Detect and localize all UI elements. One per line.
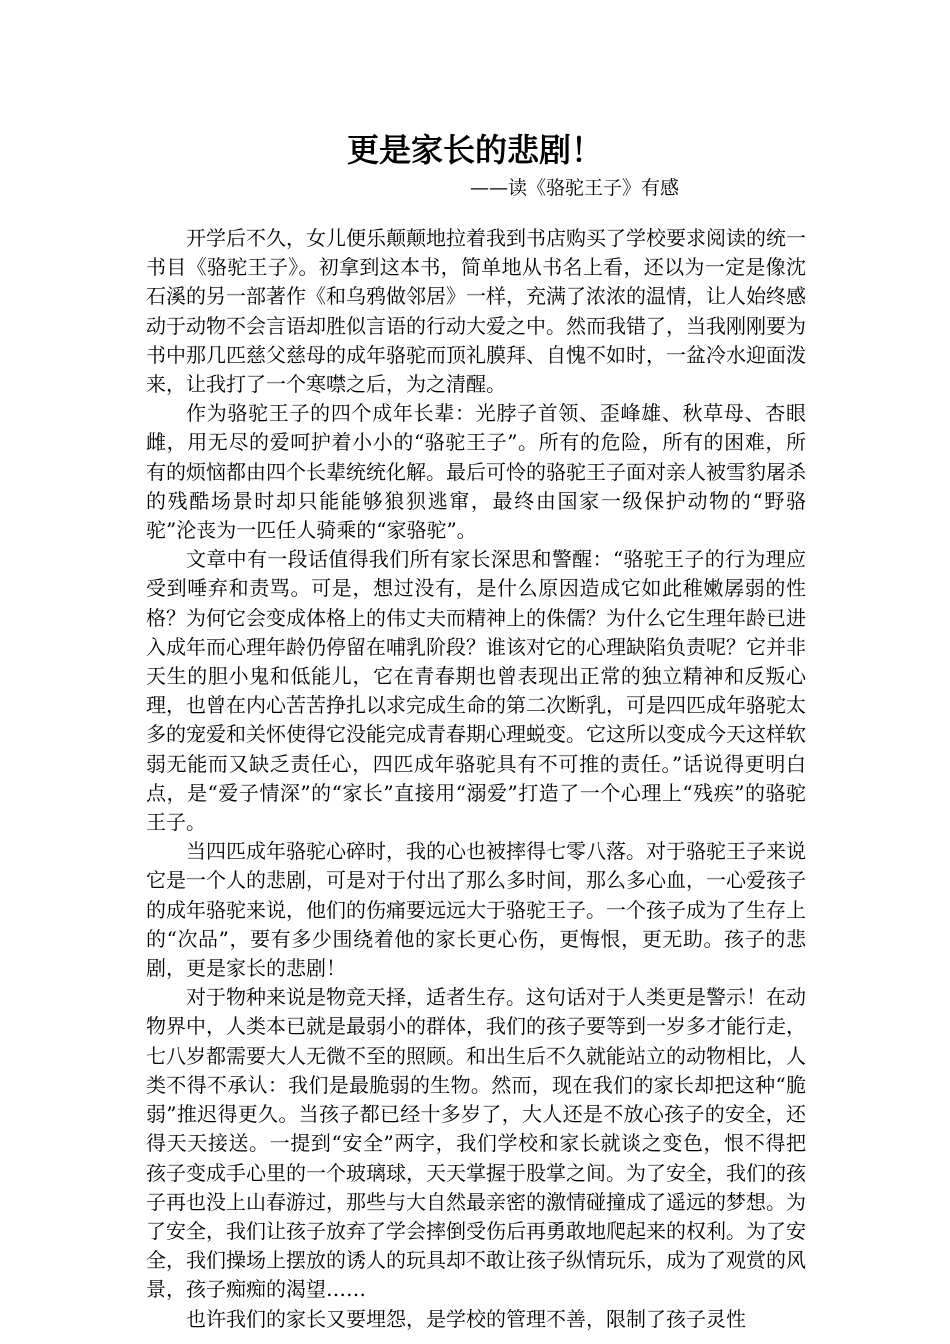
paragraph: 也许我们的家长又要埋怨，是学校的管理不善，限制了孩子灵性 [186,1306,746,1331]
paragraph: 当四匹成年骆驼心碎时，我的心也被摔得七零八落。对于骆驼王子来说它是一个人的悲剧，可是对于付出了那么多时间，那么多心血，一心爱孩子的成年骆驼来说，他们的伤痛要远远大于骆驼王子。一个孩子成为了生存上的“次品”，要有多少围绕着他的家长更心伤，更悔恨，更无助。孩子的悲剧，更是家长的悲剧！ [146,839,806,981]
document-subtitle: ——读《骆驼王子》有感 [470,177,680,199]
paragraph: 对于物种来说是物竞天择，适者生存。这句话对于人类更是警示！在动物界中，人类本已就是最弱小的群体，我们的孩子要等到一岁多才能行走，七八岁都需要大人无微不至的照顾。和出生后不久就能站立的动物相比，人类不得不承认：我们是最脆弱的生物。然而，现在我们的家长却把这种“脆弱”推迟得更久。当孩子都已经十多岁了，大人还是不放心孩子的安全，还得天天接送。一提到“安全”两字，我们学校和家长就谈之变色，恨不得把孩子变成手心里的一个玻璃球，天天掌握于股掌之间。为了安全，我们的孩子再也没上山春游过，那些与大自然最亲密的激情碰撞成了遥远的梦想。为了安全，我们让孩子放弃了学会摔倒受伤后再勇敢地爬起来的权利。为了安全，我们操场上摆放的诱人的玩具却不敢让孩子纵情玩乐，成为了观赏的风景，孩子痴痴的渴望…… [146,985,806,1302]
paragraph: 作为骆驼王子的四个成年长辈：光脖子首领、歪峰雄、秋草母、杏眼雌，用无尽的爱呵护着小小的“骆驼王子”。所有的危险，所有的困难，所有的烦恼都由四个长辈统统化解。最后可怜的骆驼王子面对亲人被雪豹屠杀的残酷场景时却只能能够狼狈逃窜，最终由国家一级保护动物的“野骆驼”沦丧为一匹任人骑乘的“家骆驼”。 [146,401,806,543]
paragraph: 开学后不久，女儿便乐颠颠地拉着我到书店购买了学校要求阅读的统一书目《骆驼王子》。初拿到这本书，简单地从书名上看，还以为一定是像沈石溪的另一部著作《和乌鸦做邻居》一样，充满了浓浓的温情，让人始终感动于动物不会言语却胜似言语的行动大爱之中。然而我错了，当我刚刚要为书中那几匹慈父慈母的成年骆驼而顶礼膜拜、自愧不如时，一盆冷水迎面泼来，让我打了一个寒噤之后，为之清醒。 [146,226,806,397]
paragraph: 文章中有一段话值得我们所有家长深思和警醒：“骆驼王子的行为理应受到唾弃和责骂。可是，想过没有，是什么原因造成它如此稚嫩孱弱的性格？为何它会变成体格上的伟丈夫而精神上的侏儒？为什么它生理年龄已进入成年而心理年龄仍停留在哺乳阶段？谁该对它的心理缺陷负责呢？它并非天生的胆小鬼和低能儿，它在青春期也曾表现出正常的独立精神和反叛心理，也曾在内心苦苦挣扎以求完成生命的第二次断乳，可是四匹成年骆驼太多的宠爱和关怀使得它没能完成青春期心理蜕变。它这所以变成今天这样软弱无能而又缺乏责任心，四匹成年骆驼具有不可推的责任。”话说得更明白点，是“爱子情深”的“家长”直接用“溺爱”打造了一个心理上“残疾”的骆驼王子。 [146,547,806,835]
document-body [146,224,806,1334]
document-title: 更是家长的悲剧！ [346,131,603,169]
